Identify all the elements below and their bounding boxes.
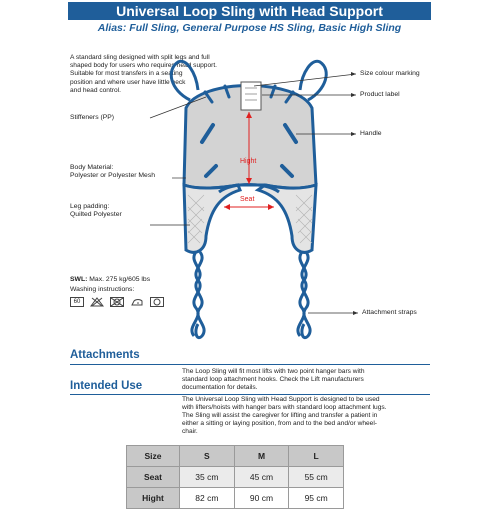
wash-60-icon: 60	[70, 297, 84, 307]
description-line: position and where user have little neck	[70, 78, 186, 86]
table-row	[127, 467, 344, 488]
intended-use-rule	[70, 394, 430, 395]
table-row	[127, 488, 344, 509]
attachment-straps-label: Attachment straps	[362, 309, 417, 316]
attachments-rule	[70, 364, 430, 365]
table-header-cell: Size	[127, 446, 180, 467]
intended-use-text: The Universal Loop Sling with Head Support is designed to be used with lifters/hoists with hanger bars with standard loop attachment lugs. The Sling will assist the caregiver for lifting and transfer a patient in either a sitting or laying position, from and to the bed and/or wheel- chair.	[182, 396, 387, 435]
seat-label: Seat	[240, 196, 255, 203]
table-cell: 55 cm	[289, 467, 344, 488]
wash-symbols	[70, 297, 164, 307]
table-header-row	[127, 446, 344, 467]
attachment-straps	[192, 252, 310, 338]
table-cell: 35 cm	[180, 467, 235, 488]
handle-label: Handle	[360, 130, 382, 137]
description-line: shaped body for users who requires head support.	[70, 62, 217, 70]
product-label-patch	[241, 82, 261, 110]
right-head-loop	[300, 61, 326, 100]
table-cell: 90 cm	[234, 488, 289, 509]
dry-clean-icon	[150, 297, 164, 307]
description-line: and head control.	[70, 86, 121, 94]
table-header-cell: L	[289, 446, 344, 467]
attachments-heading: Attachments	[70, 349, 140, 361]
body-material-label: Body Material: Polyester or Polyester Mesh	[70, 164, 155, 180]
description-line: Suitable for most transfers in a seating	[70, 70, 183, 78]
no-bleach-icon	[90, 297, 104, 307]
table-cell: 45 cm	[234, 467, 289, 488]
hight-label: Hight	[240, 158, 257, 165]
table-row-header: Hight	[127, 488, 180, 509]
table-cell: 95 cm	[289, 488, 344, 509]
product-label-label: Product label	[360, 91, 400, 98]
alias-line: Alias: Full Sling, General Purpose HS Sling, Basic High Sling	[97, 22, 402, 34]
no-tumble-dry-icon	[110, 297, 124, 307]
stiffeners-label: Stiffeners (PP)	[70, 114, 115, 121]
iron-low-icon	[130, 297, 144, 307]
leg-padding-label: Leg padding: Quilted Polyester	[70, 203, 122, 219]
size-colour-label: Size colour marking	[360, 70, 420, 77]
swl-line: SWL: Max. 275 kg/605 lbs	[70, 276, 151, 283]
table-cell: 82 cm	[180, 488, 235, 509]
table-header-cell: S	[180, 446, 235, 467]
left-head-loop	[171, 61, 198, 100]
attachments-text: The Loop Sling will fit most lifts with two point hanger bars with standard loop attachment hooks. Check the Lift manufacturers documentation for details.	[182, 368, 365, 391]
table-header-cell: M	[234, 446, 289, 467]
description-line: A standard sling designed with split legs and full	[70, 54, 210, 61]
washing-label: Washing instructions:	[70, 286, 135, 293]
intended-use-heading: Intended Use	[70, 380, 143, 392]
page-title: Universal Loop Sling with Head Support	[68, 2, 431, 20]
table-row-header: Seat	[127, 467, 180, 488]
size-table	[126, 445, 344, 509]
